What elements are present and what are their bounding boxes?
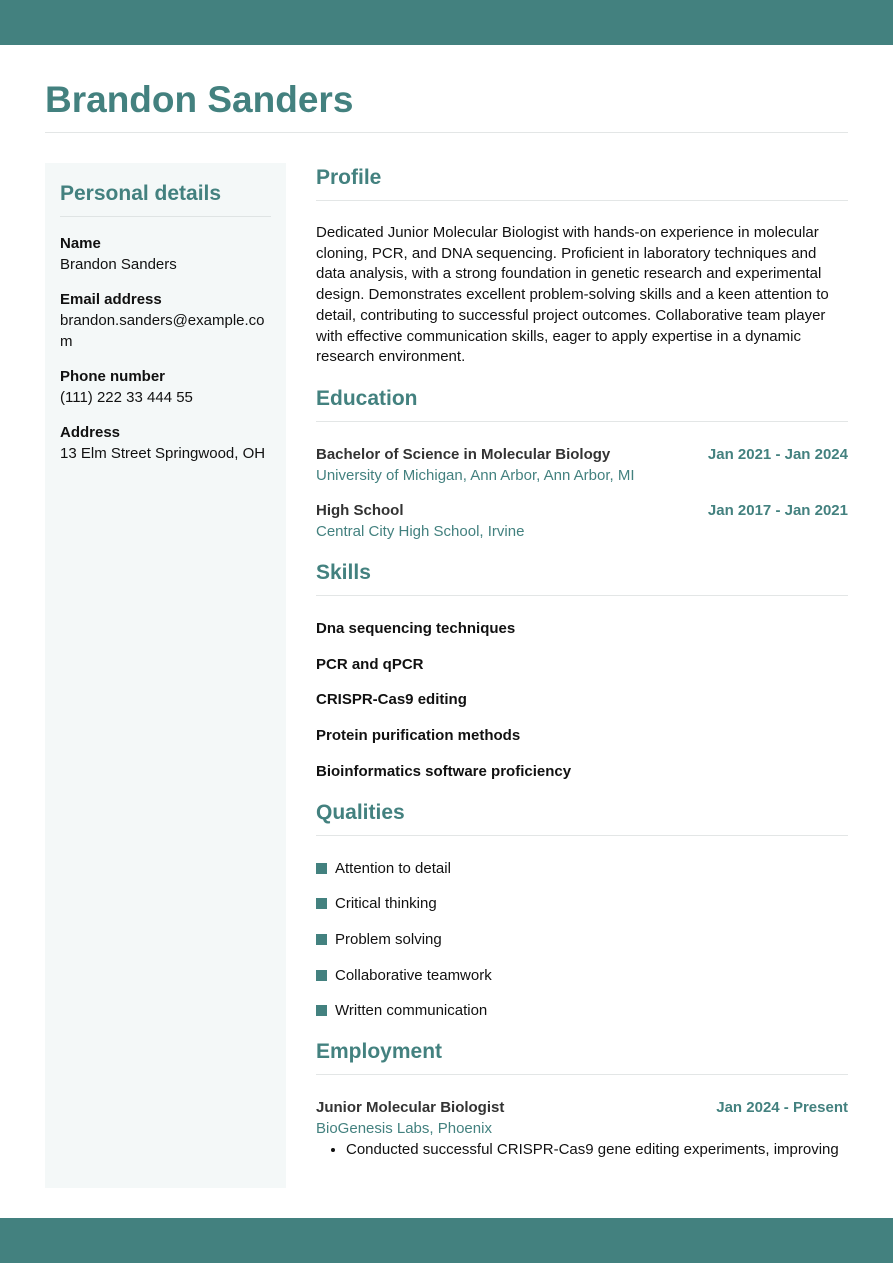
detail-value: brandon.sanders@example.com bbox=[60, 312, 265, 350]
section-divider bbox=[316, 1074, 848, 1075]
skill-item: Dna sequencing techniques bbox=[316, 619, 516, 637]
entry-date: Jan 2017 - Jan 2021 bbox=[707, 501, 848, 519]
qualities-section bbox=[316, 798, 848, 1022]
entry-institution: University of Michigan, Ann Arbor, Ann Arbor, MI bbox=[316, 466, 635, 484]
education-entry bbox=[316, 500, 848, 542]
quality-label: Collaborative teamwork bbox=[335, 966, 492, 984]
entry-date: Jan 2024 - Present bbox=[716, 1099, 848, 1117]
quality-item bbox=[316, 929, 848, 950]
square-bullet-icon bbox=[316, 863, 327, 874]
square-bullet-icon bbox=[316, 934, 327, 945]
education-entry bbox=[316, 444, 848, 486]
employment-section bbox=[316, 1037, 848, 1160]
profile-text: Dedicated Junior Molecular Biologist with hands-on experience in molecular cloning, PCR, and DNA sequencing. Proficient in laboratory techniques and data analysis, with a strong foundation in genetic research and experimental design. Demonstrates excellent problem-solving skills and a keen attention to detail, contributing to successful project outcomes. Collaborative team player with effective communication skills, eager to apply expertise in a dynamic research environment. bbox=[316, 224, 829, 366]
personal-details-heading: Personal details bbox=[60, 182, 222, 205]
qualities-heading: Qualities bbox=[316, 800, 405, 824]
quality-label: Critical thinking bbox=[335, 895, 437, 913]
skill-item: CRISPR-Cas9 editing bbox=[316, 691, 467, 709]
name-divider bbox=[45, 132, 848, 133]
quality-item bbox=[316, 893, 848, 914]
quality-item bbox=[316, 965, 848, 986]
section-divider bbox=[316, 835, 848, 836]
quality-item bbox=[316, 858, 848, 879]
section-divider bbox=[316, 200, 848, 201]
detail-phone bbox=[60, 366, 271, 408]
detail-label: Name bbox=[60, 235, 101, 252]
entry-title: High School bbox=[316, 501, 404, 519]
detail-value: Brandon Sanders bbox=[60, 256, 177, 273]
bullet-item: • Conducted successful CRISPR-Cas9 gene editing experiments, improving bbox=[346, 1139, 848, 1160]
employment-heading: Employment bbox=[316, 1040, 443, 1064]
section-divider bbox=[316, 595, 848, 596]
quality-item bbox=[316, 1000, 848, 1021]
detail-value: 13 Elm Street Springwood, OH bbox=[60, 445, 266, 462]
entry-institution: Central City High School, Irvine bbox=[316, 522, 525, 540]
personal-details-divider bbox=[60, 216, 271, 217]
quality-label: Written communication bbox=[335, 1002, 488, 1020]
skills-section bbox=[316, 558, 848, 782]
detail-value: (111) 222 33 444 55 bbox=[60, 389, 193, 406]
detail-label: Phone number bbox=[60, 368, 166, 385]
entry-bullets bbox=[316, 1139, 848, 1160]
entry-date: Jan 2021 - Jan 2024 bbox=[707, 445, 848, 463]
quality-label: Problem solving bbox=[335, 931, 442, 949]
header-band bbox=[0, 0, 893, 45]
section-divider bbox=[316, 421, 848, 422]
personal-details-panel bbox=[45, 163, 286, 1188]
detail-label: Address bbox=[60, 424, 121, 441]
entry-title: Junior Molecular Biologist bbox=[316, 1099, 505, 1117]
detail-label: Email address bbox=[60, 291, 162, 308]
skill-item: Bioinformatics software proficiency bbox=[316, 762, 572, 780]
entry-employer: BioGenesis Labs, Phoenix bbox=[316, 1120, 492, 1138]
skill-item: PCR and qPCR bbox=[316, 655, 424, 673]
detail-name bbox=[60, 233, 271, 275]
detail-email bbox=[60, 289, 271, 352]
square-bullet-icon bbox=[316, 970, 327, 981]
profile-heading: Profile bbox=[316, 166, 382, 189]
footer-band bbox=[0, 1218, 893, 1263]
quality-label: Attention to detail bbox=[335, 859, 451, 877]
entry-title: Bachelor of Science in Molecular Biology bbox=[316, 445, 611, 463]
education-heading: Education bbox=[316, 386, 418, 410]
main-content bbox=[316, 163, 848, 1176]
education-section bbox=[316, 384, 848, 542]
square-bullet-icon bbox=[316, 1005, 327, 1016]
detail-address bbox=[60, 422, 271, 464]
resume-name: Brandon Sanders bbox=[45, 79, 354, 120]
employment-entry bbox=[316, 1097, 848, 1160]
square-bullet-icon bbox=[316, 898, 327, 909]
skill-item: Protein purification methods bbox=[316, 726, 521, 744]
skills-heading: Skills bbox=[316, 560, 371, 584]
profile-section bbox=[316, 163, 848, 368]
